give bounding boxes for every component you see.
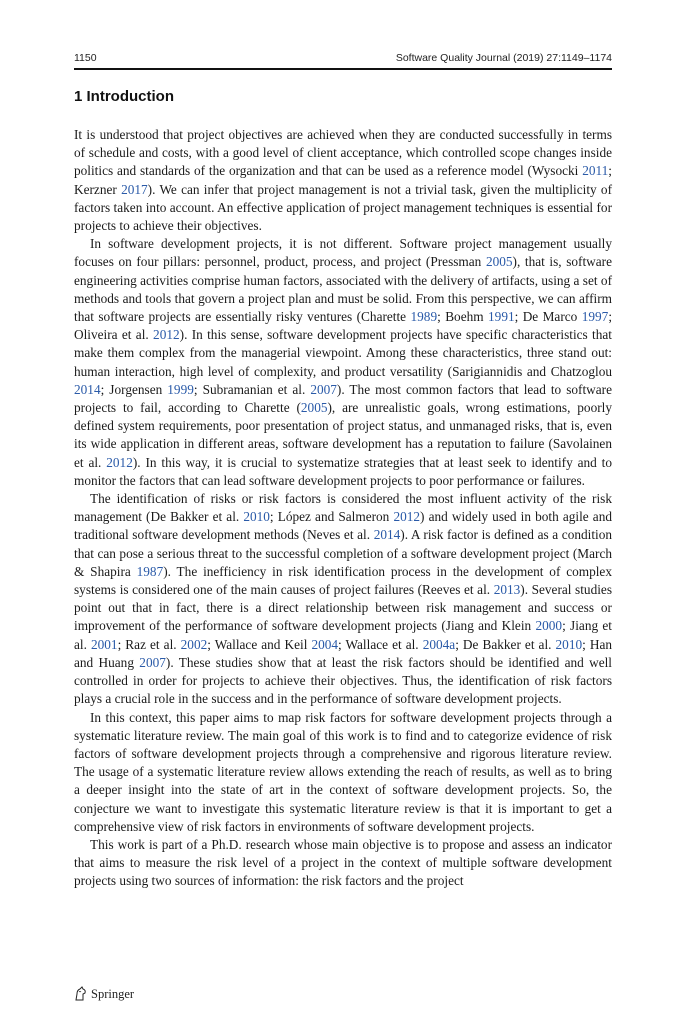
citation-link[interactable]: 1987 [136,563,164,579]
text-run: ). In this sense, software development projects have specific characteristics that make them complex from the managerial viewpoint. Among these characteristics, three stand out: human interaction, high level of complexity, and product versatility (Sarigiannidis and Chatzoglou [74,327,612,379]
text-run: ). The most common factors that lead to software projects to fail, according to Charette ( [74,381,613,416]
text-run: ; López and Salmeron [269,509,394,525]
text-run: The identification of risks or risk factors is considered the most influent activity of the risk management (De Bakker et al. [74,491,612,525]
text-run: ; De Bakker et al. [455,636,556,652]
citation-link[interactable]: 2001 [90,636,118,652]
citation-link[interactable]: 2004a [422,636,456,652]
text-run: ). We can infer that project management is not a trivial task, given the multiplicity of factors taken into account. An effective application of project management techniques is essential for projects to achieve their objectives. [74,181,612,234]
text-run: ) and widely used in both agile and traditional software development methods (Neves et al. [74,509,613,543]
text-run: ). Several studies point out that in fact, there is a direct relationship between risk management and success or improvement of the performance of software development projects (Jiang and Klein [74,582,612,634]
citation-link[interactable]: 2007 [310,381,337,397]
text-run: ). In this way, it is crucial to systematize strategies that at least seek to identify and to monitor the factors that can lead software development projects to poor performance or failures. [74,454,612,488]
citation-link[interactable]: 1997 [581,309,609,325]
citation-link[interactable]: 2005 [300,400,328,416]
citation-link[interactable]: 2012 [106,454,133,470]
text-run: ), are unrealistic goals, wrong estimations, poorly defined system requirements, poor presentation of project status, and unmanaged risks, that is, even its wide application in different areas, software development has a reputation to failure (Savolainen et al. [74,400,612,470]
text-run: ), that is, software engineering activities comprise human factors, associated with the delivery of artifacts, using a set of methods and tools that govern a project plan and must be solid. From this perspective, we can affirm that software projects are essentially risky ventures (Charette [74,254,612,325]
journal-citation: Software Quality Journal (2019) 27:1149–1174 [395,52,612,64]
springer-horse-icon [74,986,88,1001]
citation-link[interactable]: 2010 [243,509,270,525]
text-run: ; Wallace and Keil [207,636,312,652]
running-header [74,52,612,68]
citation-link[interactable]: 2005 [485,254,513,270]
paragraph [74,709,612,836]
citation-link[interactable]: 2007 [139,654,166,670]
body-text [74,126,612,891]
citation-link[interactable]: 2017 [121,181,148,197]
citation-link[interactable]: 2014 [373,527,401,543]
paragraph [74,235,612,490]
text-run: ; Wallace et al. [338,636,423,652]
text-run: ; Oliveira et al. [74,309,613,343]
citation-link[interactable]: 1999 [167,381,194,397]
text-run: ; Raz et al. [117,636,181,652]
section-title: 1 Introduction [74,88,174,105]
paragraph [74,490,612,708]
text-run: It is understood that project objectives are achieved when they are conducted successfully in terms of schedule and costs, with a good level of client acceptance, which controlled scope changes inside politics and standards of the organization and that can be used as a reference model (Wysocki [74,127,612,179]
citation-link[interactable]: 2011 [582,163,609,179]
citation-link[interactable]: 2013 [493,582,521,598]
text-run: This work is part of a Ph.D. research whose main objective is to propose and assess an indicator that aims to measure the risk level of a project in the context of multiple software development projects using two sources of information: the risk factors and the project [74,836,612,889]
text-run: ; Han and Huang [74,636,613,670]
citation-link[interactable]: 2014 [74,381,101,397]
publisher-footer [74,986,134,1002]
citation-link[interactable]: 2004 [311,636,339,652]
citation-link[interactable]: 1991 [488,309,515,325]
text-run: ). These studies show that at least the risk factors should be identified and well controlled in order for projects to achieve their objectives. Thus, the identification of risk factors plays a crucial role in the success and in the performance of software development projects. [74,654,613,707]
paragraph [74,836,612,891]
text-run: ; Jorgensen [100,381,168,397]
text-run: ). The inefficiency in risk identification process in the development of complex systems is considered one of the main causes of project failures (Reeves et al. [74,563,612,598]
citation-link[interactable]: 2010 [555,636,583,652]
citation-link[interactable]: 2012 [393,509,421,525]
text-run: ; Subramanian et al. [193,381,311,397]
text-run: In this context, this paper aims to map risk factors for software development projects through a systematic literature review. The main goal of this work is to find and to categorize evidence of risk factors of software development projects through a comprehensive and rigorous literature review. The usage of a systematic literature review allows extending the reach of results, as well as to bring a deeper insight into the state of art in the context of software development projects. So, the conjecture we want to investigate this systematic literature review is that it is important to get a comprehensive view of risk factors in environments of software development projects. [74,709,612,834]
header-rule [74,68,612,70]
text-run: ; Boehm [437,309,489,325]
citation-link[interactable]: 2012 [153,327,180,343]
citation-link[interactable]: 2000 [535,618,563,634]
citation-link[interactable]: 1989 [410,309,438,325]
paragraph [74,126,612,235]
text-run: In software development projects, it is not different. Software project management usually focuses on four pillars: personnel, product, process, and project (Pressman [74,236,612,270]
text-run: ; Kerzner [74,163,612,197]
text-run: ; De Marco [514,309,582,325]
text-run: ; Jiang et al. [74,618,613,652]
text-run: ). A risk factor is defined as a condition that can pose a serious threat to the successful completion of a software development project (March & Shapira [74,527,613,579]
publisher-name: Springer [91,987,135,1001]
citation-link[interactable]: 2002 [180,636,208,652]
page-number: 1150 [74,52,97,64]
